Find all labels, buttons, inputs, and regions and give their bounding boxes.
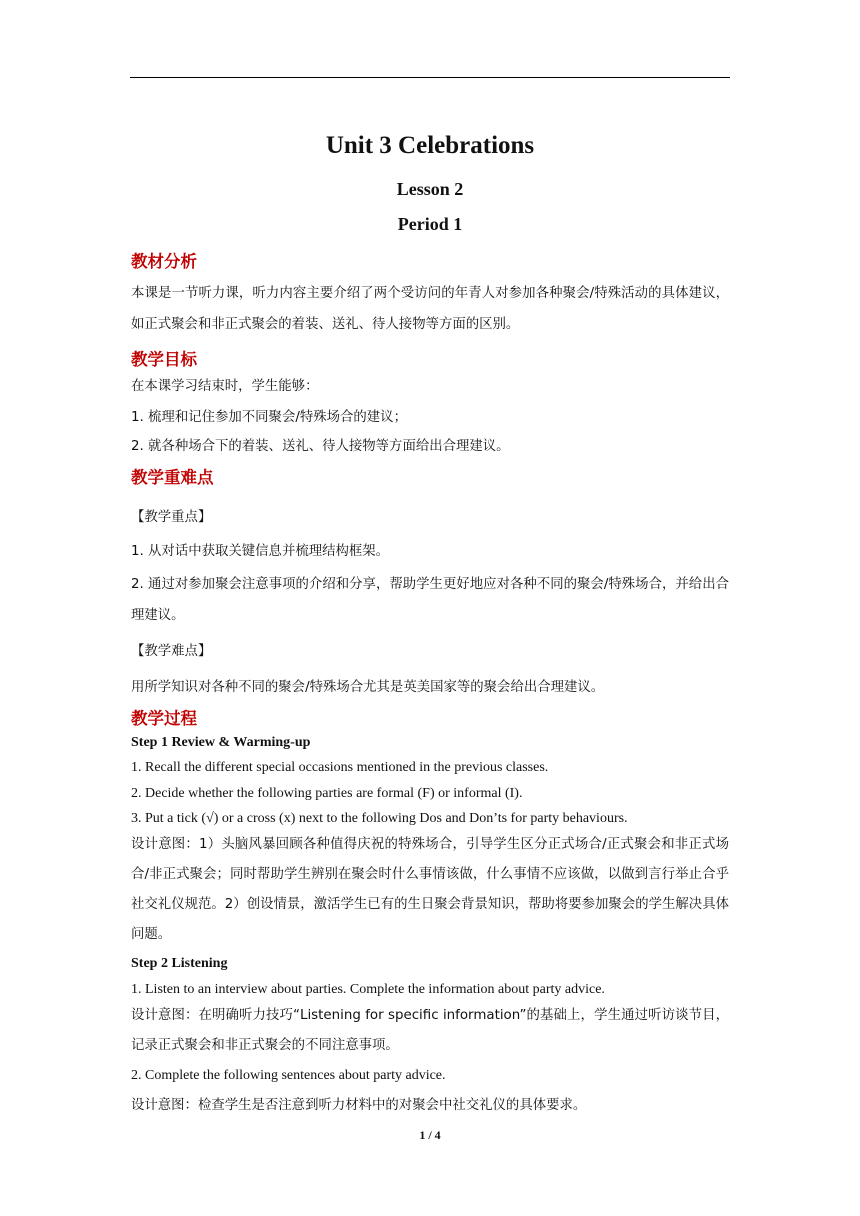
step2-design-intent: 设计意图：在明确听力技巧“Listening for specific information”的基础上，学生通过听访谈节目，记录正式聚会和非正式聚会的不同注意事项。 [131,1008,729,1053]
focus-item: 1. 从对话中获取关键信息并梳理结构框架。 [131,544,390,559]
period-subtitle: Period 1 [397,214,463,234]
step1-design-intent: 设计意图：1）头脑风暴回顾各种值得庆祝的特殊场合，引导学生区分正式场合/正式聚会和非正式场合/非正式聚会；同时帮助学生辨别在聚会时什么事情该做，什么事情不应该做，以做到言行举止合乎社交礼仪规范。2）创设情景，激活学生已有的生日聚会背景知识，帮助将要参加聚会的学生解决具体问题。 [131,837,729,942]
step2-item: 2. Complete the following sentences about party advice. [131,1068,446,1083]
analysis-text: 本课是一节听力课，听力内容主要介绍了两个受访问的年青人对参加各种聚会/特殊活动的具体建议，如正式聚会和非正式聚会的着装、送礼、待人接物等方面的区别。 [131,286,729,332]
step1-title: Step 1 Review & Warming-up [131,735,311,750]
objective-item: 1. 梳理和记住参加不同聚会/特殊场合的建议； [131,410,407,425]
difficulty-text: 用所学知识对各种不同的聚会/特殊场合尤其是英美国家等的聚会给出合理建议。 [131,680,605,695]
step2-design-intent: 设计意图：检查学生是否注意到听力材料中的对聚会中社交礼仪的具体要求。 [131,1098,587,1113]
focus-label: 【教学重点】 [131,510,212,525]
step1-item: 1. Recall the different special occasions mentioned in the previous classes. [131,760,549,775]
difficulty-label: 【教学难点】 [131,644,212,659]
process-heading: 教学过程 [131,709,197,728]
step1-item: 2. Decide whether the following parties are formal (F) or informal (I). [131,786,523,801]
focus-item: 2. 通过对参加聚会注意事项的介绍和分享，帮助学生更好地应对各种不同的聚会/特殊场合，并给出合理建议。 [131,577,729,623]
lesson-subtitle: Lesson 2 [396,179,464,199]
header-rule [130,77,730,78]
objectives-heading: 教学目标 [131,350,197,369]
page-number: 1 / 4 [419,1128,441,1142]
objective-item: 2. 就各种场合下的着装、送礼、待人接物等方面给出合理建议。 [131,439,510,454]
step1-item: 3. Put a tick (√) or a cross (x) next to the following Dos and Don’ts for party behaviours. [131,811,628,826]
unit-title: Unit 3 Celebrations [325,132,535,159]
step2-item: 1. Listen to an interview about parties. Complete the information about party advice. [131,982,605,997]
step2-title: Step 2 Listening [131,956,228,971]
analysis-heading: 教材分析 [131,252,197,271]
key-points-heading: 教学重难点 [131,468,214,487]
objectives-intro: 在本课学习结束时，学生能够： [131,379,319,394]
